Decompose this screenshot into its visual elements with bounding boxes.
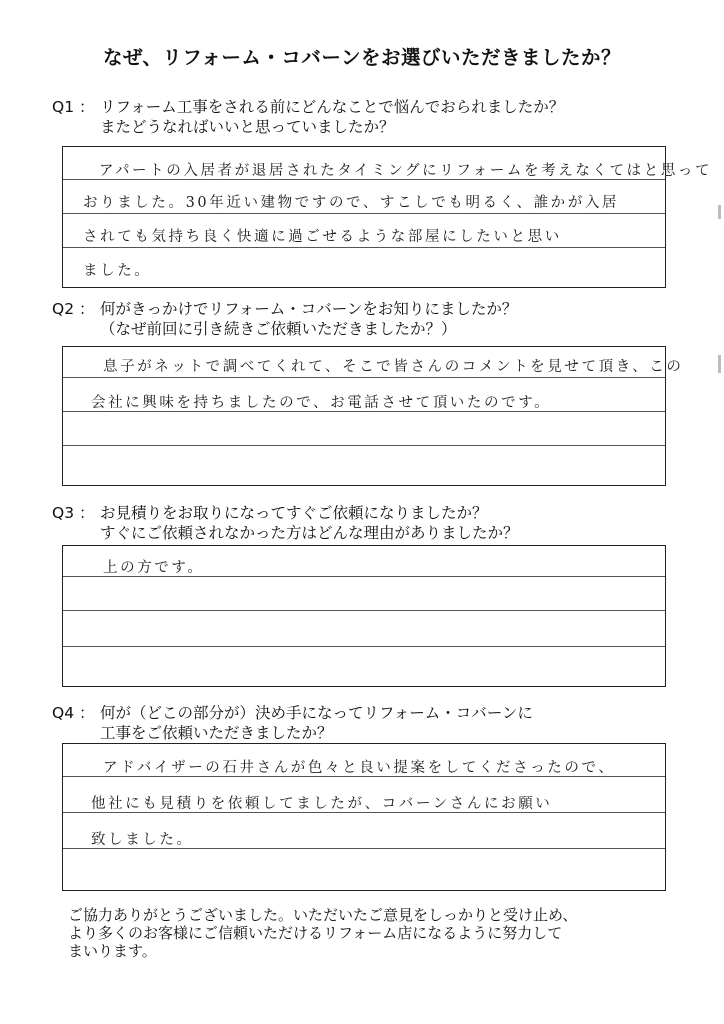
answer-text: 他社にも見積りを依頼してましたが、コバーンさんにお願い — [91, 796, 553, 812]
answer-box-1 — [62, 146, 713, 288]
question-line: またどうなればいいと思っていましたか？ — [100, 118, 395, 136]
writing-line — [63, 610, 665, 611]
question-line: リフォーム工事をされる前にどんなことで悩んでおられましたか？ — [100, 98, 565, 116]
closing-line: より多くのお客様にご信頼いただけるリフォーム店になるように努力して — [68, 924, 563, 942]
writing-line — [63, 213, 665, 214]
answer-text: ました。 — [83, 263, 152, 279]
question-line: お見積りをお取りになってすぐご依頼になりましたか？ — [100, 504, 488, 522]
question-number: Q3 ： — [52, 504, 95, 522]
question-3 — [52, 503, 672, 543]
writing-line — [63, 445, 665, 446]
answer-text: アパートの入居者が退居されたタイミングにリフォームを考えなくてはと思って — [99, 163, 713, 179]
scan-artifact — [718, 205, 721, 219]
answer-text: されても気持ち良く快適に過ごせるような部屋にしたいと思い — [83, 229, 562, 245]
question-number: Q2 ： — [52, 300, 95, 318]
question-2 — [52, 299, 672, 339]
question-line: （なぜ前回に引き続きご依頼いただきましたか？） — [100, 320, 457, 338]
closing-message — [68, 906, 577, 960]
answer-text: 息子がネットで調べてくれて、そこで皆さんのコメントを見せて頂き、この — [103, 359, 684, 375]
writing-line — [63, 247, 665, 248]
question-line: 何が（どこの部分が）決め手になってリフォーム・コバーンに — [100, 704, 533, 722]
writing-line — [63, 646, 665, 647]
question-line: 何がきっかけでリフォーム・コバーンをお知りにましたか？ — [100, 300, 518, 318]
closing-line: ご協力ありがとうございました。いただいたご意見をしっかりと受け止め、 — [68, 906, 578, 924]
answer-text: おりました。30年近い建物ですので、すこしでも明るく、誰かが入居 — [83, 195, 620, 211]
question-4 — [52, 703, 672, 743]
answer-text: 致しました。 — [91, 832, 194, 848]
question-number: Q4 ： — [52, 704, 95, 722]
scan-artifact — [718, 355, 721, 373]
question-line: 工事をご依頼いただきましたか？ — [100, 724, 333, 742]
question-line: すぐにご依頼されなかった方はどんな理由がありましたか？ — [100, 524, 519, 542]
answer-text: アドバイザーの石井さんが色々と良い提案をしてくださったので、 — [103, 760, 616, 776]
answer-text: 上の方です。 — [103, 560, 205, 576]
writing-line — [63, 377, 665, 378]
answer-box-4 — [62, 743, 666, 891]
page-title: なぜ、リフォーム・コバーンをお選びいただきましたか？ — [102, 46, 622, 69]
closing-line: まいります。 — [68, 942, 157, 960]
answer-box-3 — [62, 545, 666, 687]
question-1 — [52, 97, 672, 137]
question-number: Q1 ： — [52, 98, 95, 116]
answer-text: 会社に興味を持ちましたので、お電話させて頂いたのです。 — [91, 395, 552, 411]
answer-box-2 — [62, 346, 684, 486]
